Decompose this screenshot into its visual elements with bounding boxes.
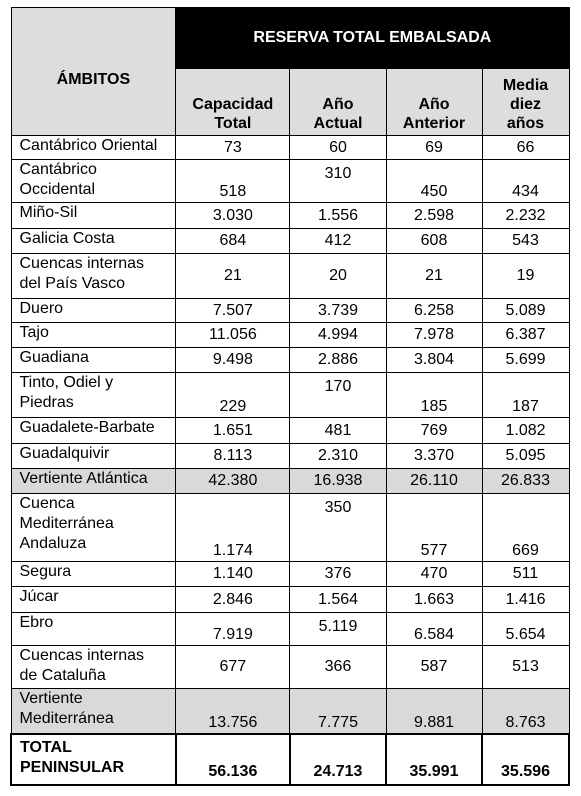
row-value: 2.598 — [386, 203, 482, 229]
row-name: Miño-Sil — [11, 203, 176, 229]
row-value: 7.919 — [176, 613, 290, 646]
row-value: 677 — [176, 646, 290, 689]
row-value: 7.775 — [290, 689, 386, 735]
row-value: 1.651 — [176, 418, 290, 444]
table-row — [11, 418, 569, 444]
table-row — [11, 203, 569, 229]
row-name: Cantábrico Occidental — [11, 160, 176, 203]
ambitos-header — [11, 8, 176, 136]
table-row — [11, 229, 569, 254]
row-name: Guadalquivir — [11, 444, 176, 469]
table-row — [11, 299, 569, 323]
col-header-ano-actual — [290, 69, 386, 136]
row-value: 7.978 — [386, 323, 482, 348]
row-value: 434 — [482, 160, 569, 203]
row-name: Cuencas internas del País Vasco — [11, 254, 176, 299]
row-value: 5.095 — [482, 444, 569, 469]
row-value: 2.310 — [290, 444, 386, 469]
row-value: 6.387 — [482, 323, 569, 348]
row-value: 229 — [176, 373, 290, 418]
table-row — [11, 646, 569, 689]
row-name: Galicia Costa — [11, 229, 176, 254]
row-value: 669 — [482, 494, 569, 562]
row-value: 1.564 — [290, 587, 386, 613]
row-value: 684 — [176, 229, 290, 254]
row-value: 11.056 — [176, 323, 290, 348]
table-row — [11, 348, 569, 373]
row-value: 366 — [290, 646, 386, 689]
col-header-media — [482, 69, 569, 136]
row-value: 2.886 — [290, 348, 386, 373]
row-value: 187 — [482, 373, 569, 418]
row-value: 3.370 — [386, 444, 482, 469]
row-name: Segura — [11, 562, 176, 587]
row-value: 518 — [176, 160, 290, 203]
row-value: 3.739 — [290, 299, 386, 323]
table-row — [11, 689, 569, 735]
row-value: 5.089 — [482, 299, 569, 323]
row-value: 577 — [386, 494, 482, 562]
row-name: Vertiente Mediterránea — [11, 689, 176, 735]
row-value: 1.556 — [290, 203, 386, 229]
table-title: RESERVA TOTAL EMBALSADA — [176, 8, 569, 69]
col-header-label: Media diez años — [502, 77, 549, 132]
row-value: 2.232 — [482, 203, 569, 229]
row-value: 412 — [290, 229, 386, 254]
row-value: 185 — [386, 373, 482, 418]
row-value: 450 — [386, 160, 482, 203]
row-value: 20 — [290, 254, 386, 299]
row-value: 35.596 — [482, 734, 569, 785]
row-value: 24.713 — [290, 734, 386, 785]
row-value: 35.991 — [386, 734, 482, 785]
row-value: 6.258 — [386, 299, 482, 323]
table-row — [11, 469, 569, 494]
row-value: 8.113 — [176, 444, 290, 469]
row-name: Ebro — [11, 613, 176, 646]
row-value: 56.136 — [176, 734, 290, 785]
row-value: 2.846 — [176, 587, 290, 613]
ambitos-label: ÁMBITOS — [56, 71, 131, 88]
row-value: 21 — [176, 254, 290, 299]
row-value: 481 — [290, 418, 386, 444]
row-value: 1.140 — [176, 562, 290, 587]
row-value: 13.756 — [176, 689, 290, 735]
row-value: 26.833 — [482, 469, 569, 494]
row-value: 587 — [386, 646, 482, 689]
row-name: Cantábrico Oriental — [11, 136, 176, 160]
col-header-ano-anterior — [386, 69, 482, 136]
total-row — [11, 734, 569, 785]
row-value: 69 — [386, 136, 482, 160]
row-value: 9.498 — [176, 348, 290, 373]
row-value: 350 — [290, 494, 386, 562]
col-header-capacidad — [176, 69, 290, 136]
row-value: 16.938 — [290, 469, 386, 494]
table-row — [11, 494, 569, 562]
row-value: 170 — [290, 373, 386, 418]
table-row — [11, 613, 569, 646]
row-name: Tinto, Odiel y Piedras — [11, 373, 176, 418]
row-value: 1.416 — [482, 587, 569, 613]
row-name: Vertiente Atlántica — [11, 469, 176, 494]
row-value: 73 — [176, 136, 290, 160]
col-header-label: Capacidad Total — [192, 96, 274, 132]
row-value: 19 — [482, 254, 569, 299]
row-name: TOTAL PENINSULAR — [11, 734, 176, 785]
row-value: 513 — [482, 646, 569, 689]
row-value: 608 — [386, 229, 482, 254]
row-value: 5.699 — [482, 348, 569, 373]
table-row — [11, 373, 569, 418]
row-value: 42.380 — [176, 469, 290, 494]
row-value: 5.654 — [482, 613, 569, 646]
table-row — [11, 323, 569, 348]
row-value: 4.994 — [290, 323, 386, 348]
row-value: 543 — [482, 229, 569, 254]
row-name: Cuenca Mediterránea Andaluza — [11, 494, 176, 562]
row-value: 6.584 — [386, 613, 482, 646]
row-value: 66 — [482, 136, 569, 160]
row-name: Cuencas internas de Cataluña — [11, 646, 176, 689]
row-value: 3.804 — [386, 348, 482, 373]
row-value: 511 — [482, 562, 569, 587]
row-value: 376 — [290, 562, 386, 587]
row-name: Guadiana — [11, 348, 176, 373]
col-header-label: Año Anterior — [402, 96, 466, 132]
col-header-label: Año Actual — [313, 96, 363, 132]
row-value: 26.110 — [386, 469, 482, 494]
row-value: 5.119 — [290, 613, 386, 646]
row-value: 3.030 — [176, 203, 290, 229]
row-value: 9.881 — [386, 689, 482, 735]
reservoir-table — [10, 7, 570, 786]
row-value: 1.663 — [386, 587, 482, 613]
table-row — [11, 254, 569, 299]
row-value: 310 — [290, 160, 386, 203]
table-row — [11, 136, 569, 160]
row-value: 60 — [290, 136, 386, 160]
table-row — [11, 444, 569, 469]
table-row — [11, 562, 569, 587]
row-value: 1.082 — [482, 418, 569, 444]
row-value: 21 — [386, 254, 482, 299]
row-value: 769 — [386, 418, 482, 444]
row-value: 1.174 — [176, 494, 290, 562]
row-value: 7.507 — [176, 299, 290, 323]
row-value: 470 — [386, 562, 482, 587]
row-name: Guadalete-Barbate — [11, 418, 176, 444]
row-name: Júcar — [11, 587, 176, 613]
row-value: 8.763 — [482, 689, 569, 735]
row-name: Tajo — [11, 323, 176, 348]
table-row — [11, 160, 569, 203]
row-name: Duero — [11, 299, 176, 323]
table-row — [11, 587, 569, 613]
